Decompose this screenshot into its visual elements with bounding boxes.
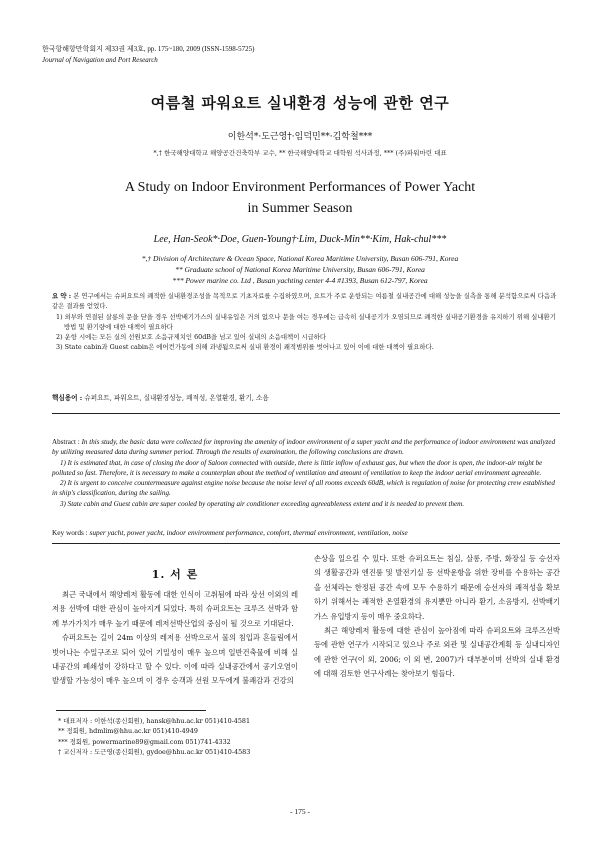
- section-heading-introduction: 1. 서 론: [151, 568, 199, 581]
- keywords-ko-label: 핵심용어 :: [52, 394, 83, 402]
- keywords-korean: [52, 392, 560, 402]
- summary-label: 요 약 :: [52, 292, 72, 300]
- footnotes: [58, 716, 298, 758]
- keywords-english: [52, 528, 560, 537]
- authors-korean: 이한석*·도근영†·임덕민**·김학철***: [227, 132, 373, 142]
- divider: [52, 543, 560, 544]
- journal-citation: 한국항해항만학회지 제33권 제3호, pp. 175~180, 2009 (ISSN-1598-5725): [42, 45, 255, 53]
- affiliation-korean: *,† 한국해양대학교 해양공간건축학부 교수, ** 한국해양대학교 대학원 석사과정, *** (주)파워마린 대표: [153, 149, 447, 157]
- summary-intro: 본 연구에서는 슈퍼요트의 쾌적한 실내환경조성을 목적으로 기초자료를 수집하였으며, 요트가 주로 운항되는 여름철 실내공간에 대해 성능을 실측을 통해 분석함으로써 다음과 같은 결과를 얻었다.: [52, 292, 557, 311]
- footnote: † 교신저자 : 도근영(종신회원), gydoe@hhu.ac.kr 051)410-4583: [58, 748, 251, 757]
- divider: [52, 413, 560, 414]
- footnote: * 대표저자 : 이한석(종신회원), hansk@hhu.ac.kr 051)410-4581: [58, 717, 251, 725]
- body-column-left: [52, 588, 298, 689]
- authors-english: Lee, Han-Seok*·Doe, Guen-Young†·Lim, Duck-Min**·Kim, Hak-chul***: [153, 234, 447, 245]
- summary-item: 2) 운항 시에는 모든 실의 선원보호 소음규제치인 60dB을 넘고 있어 실내의 소음대책이 시급하다: [56, 333, 327, 342]
- title-en-line: A Study on Indoor Environment Performances of Power Yacht: [124, 180, 476, 195]
- english-abstract: [52, 437, 560, 509]
- paper-title-english: [0, 177, 600, 219]
- affiliation-line: *,† Division of Architecture & Ocean Space, National Korea Maritime University, Busan 606-791, Korea: [141, 254, 459, 263]
- affiliation-line: *** Power marine co. Ltd , Busan yachting center 4-4 #1393, Busan 612-797, Korea: [172, 276, 428, 285]
- keywords-ko-text: 슈퍼요트, 파워요트, 실내환경성능, 쾌적성, 온열환경, 환기, 소음: [84, 394, 269, 402]
- affiliation-line: ** Graduate school of National Korea Maritime University, Busan 606-791, Korea: [175, 265, 425, 274]
- journal-header: [42, 44, 254, 66]
- keywords-en-text: super yacht, power yacht, indoor environment performance, comfort, thermal environment, ventilation, noise: [89, 528, 408, 537]
- abstract-item: 2) It is urgent to conceive countermeasure against engine noise because the noise level of all rooms exceeds 60dB, which is regulation of noise for protecting crew established in ship's classification, during the sailing.: [52, 479, 555, 498]
- page-number: - 175 -: [290, 807, 310, 816]
- footnote-divider: [56, 710, 206, 711]
- summary-item: 1) 외부와 연결된 살롱의 문을 닫을 경우 선박배기가스의 실내유입은 거의 없으나 문을 여는 경우에는 급속히 실내공기가 오염되므로 쾌적한 실내공기환경을 유지하기 위해 실내환기방법 및 환기량에 대한 대책이 필요하다: [56, 312, 556, 331]
- summary-item: 3) State cabin과 Guest cabin은 에어컨가동에 의해 과냉됨으로써 실내 환경이 쾌적범위를 벗어나고 있어 이에 대한 대책이 필요하다.: [56, 343, 434, 352]
- journal-name: Journal of Navigation and Port Research: [42, 56, 158, 64]
- footnote: ** 정회원, hdmlim@hhu.ac.kr 051)410-4949: [58, 727, 198, 736]
- abstract-item: 3) State cabin and Guest cabin are super cooled by operating air conditioner exceeding agreeableness extent and it is needed to prevent them.: [60, 499, 465, 508]
- body-paragraph: 최근 국내에서 해양레저 활동에 대한 인식이 고취됨에 따라 상선 이외의 레저용 선박에 대한 관심이 높아지게 되었다. 특히 슈퍼요트는 크루즈 선박과 함께 부가가치가 매우 높기 때문에 레저선박산업의 중심이 될 것으로 기대된다.: [52, 590, 298, 628]
- affiliation-english: [0, 253, 600, 286]
- body-paragraph: 슈퍼요트는 길이 24m 이상의 레저용 선박으로서 물의 침입과 흔들림에서 벗어나는 수밀구조로 되어 있어 기밀성이 매우 높으며 일반건축물에 비해 실내공간의 폐쇄성이 강하다고 할 수 있다. 이에 따라 실내공간에서 공기오염이 발생할 가능성이 매우 높으며 이 경우 승객과 선원 모두에게 불쾌감과 건강의: [52, 633, 298, 686]
- title-en-line: in Summer Season: [247, 201, 353, 216]
- keywords-en-label: Key words :: [52, 528, 88, 537]
- footnote: *** 정회원, powermarine89@gmail.com 051)741-4332: [58, 737, 231, 746]
- abstract-intro: In this study, the basic data were collected for improving the amenity of indoor environment of a super yacht and the performance of indoor environment was analyzed by utilizing measured data during summer period. Through the results of examination, the following conclusions are drawn.: [52, 438, 556, 457]
- paper-title-korean: 여름철 파워요트 실내환경 성능에 관한 연구: [150, 94, 450, 112]
- abstract-label: Abstract :: [52, 438, 80, 446]
- body-paragraph: 손상을 일으킬 수 있다. 또한 슈퍼요트는 침실, 살롱, 주방, 화장실 등 승선자의 생활공간과 엔진룸 및 발전기실 등 선박운항을 위한 장비를 수용하는 공간을 선체라는 한정된 공간 속에 모두 수용하기 때문에 승선자의 쾌적성을 확보하기 위해서는 쾌적한 온열환경의 유지뿐만 아니라 환기, 소음방지, 선박배기가스 유입방지 등이 매우 중요하다.: [314, 554, 560, 621]
- body-column-right: [314, 552, 560, 682]
- abstract-item: 1) It is estimated that, in case of closing the door of Saloon connected with outside, there is little inflow of exhaust gas, but when the door is open, the indoor-air might be polluted so fast. Therefore, it is necessary to make a counterplan about the method of ventilation and amount of ventilation to keep the indoor aerial environment agreeable.: [52, 458, 543, 477]
- korean-summary: [52, 291, 560, 353]
- body-paragraph: 최근 해양레저 활동에 대한 관심이 높아짐에 따라 슈퍼요트와 크루즈선박 등에 관한 연구가 시작되고 있으나 주로 외관 및 실내공간계획 등 실내디자인에 관한 연구(이 외, 2006; 이 외 변, 2007)가 대부분이며 선박의 실내 환경에 대해 검토한 연구사례는 찾아보기 힘들다.: [314, 626, 560, 679]
